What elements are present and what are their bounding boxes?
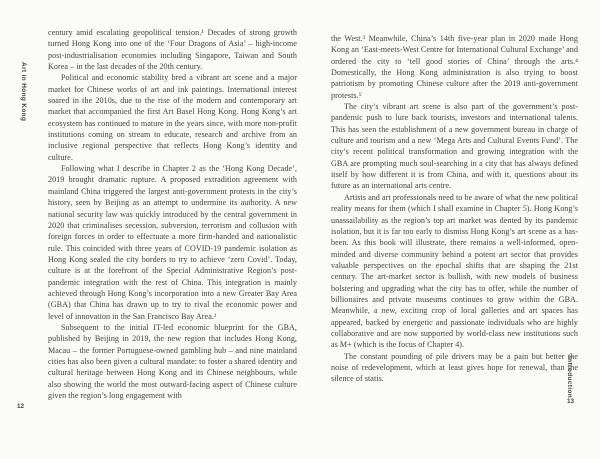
paragraph: Artists and art professionals need to be aware of what the new political reality means for them (which I shall examine in Chapter 5). Hong Kong’s unassailability as the region’s top art market was dented by its pandemic isolation, but it is far too early to dismiss Hong Kong’s art scene as a has-been. As this book will illustrate, there remains a well-informed, open-minded and diverse community behind a potent art sector that provides valuable perspectives on the epochal shifts that are shaping the 21st century. The art-market sector is bullish, with new models of business bolstering and upgrading what the city has to offer, while the number of billionaires and private museums continues to grow within the GBA. Meanwhile, a new, exciting crop of local galleries and art spaces has appeared, backed by energetic and passionate individuals who are highly collaborative and are now supported by world-class new institutions such as M+ (which is the focus of Chapter 4). — [331, 192, 578, 350]
paragraph: century amid escalating geopolitical tension.¹ Decades of strong growth turned Hong Kong into one of the ‘Four Dragons of Asia’ – high-income post-industrialisation economies including Singapore, Taiwan and South Korea – in the last decades of the 20th century. — [48, 28, 297, 72]
paragraph: the West.³ Meanwhile, China’s 14th five-year plan in 2020 made Hong Kong an ‘East-meets-West Centre for International Cultural Exchange’ and ordered the city to ‘tell good stories of China’ through the arts.⁴ Domestically, the Hong Kong administration is also trying to boost patriotism by promoting Chinese culture after the 2019 anti-government protests.⁵ — [331, 34, 578, 100]
running-head-right: Introduction — [566, 356, 573, 399]
running-head-left: Art in Hong Kong — [20, 62, 27, 122]
paragraph: The city’s vibrant art scene is also part of the government’s post-pandemic push to lure back tourists, investors and international talents. This has seen the establishment of a new government bureau in charge of culture and tourism and a new ‘Mega Arts and Cultural Events Fund’. The city’s recent political transformation and growing integration with the GBA are prompting much soul-searching in a city that has always defined itself by how different it is from China, and with it, questions about its future as an international arts centre. — [331, 102, 578, 191]
paragraph: The constant pounding of pile drivers may be a pain but better the noise of redevelopment, which at least gives hope for renewal, than the silence of statis. — [331, 351, 578, 384]
right-page-text — [331, 33, 578, 389]
left-page-text — [48, 27, 297, 419]
paragraph: Subsequent to the initial IT-led economic blueprint for the GBA, published by Beijing in 2019, the new region that includes Hong Kong, Macau – the former Portuguese-owned gambling hub – and nine mainland cities has also been given a cultural mandate: to foster a shared identity and cultural heritage between Hong Kong and its Chinese neighbours, while also showing the world the most outward-facing aspect of Chinese culture given the region’s long engagement with — [48, 322, 297, 400]
paragraph: Following what I describe in Chapter 2 as the ‘Hong Kong Decade’, 2019 brought dramatic rupture. A proposed extradition agreement with mainland China triggered the largest anti-government protests in the city’s history, seen by Beijing as an attempt to undermine its authority. A new national security law was quickly introduced by the central government in 2020 that criminalises secession, subversion, terrorism and collusion with foreign forces in order to effectuate a more firm-handed and nationalistic rule. This coincided with three years of COVID-19 pandemic isolation as Hong Kong sealed the city borders to try to achieve ‘zero Covid’. Today, culture is at the forefront of the Special Administrative Region’s post-pandemic integration with the rest of China. This integration is mainly achieved through Hong Kong’s incorporation into a new Greater Bay Area (GBA) that China has drawn up to try to rival the economic power and level of innovation in the San Francisco Bay Area.² — [48, 164, 297, 321]
paragraph: Political and economic stability bred a vibrant art scene and a major market for Chinese works of art and ink paintings. International interest soared in the 2010s, due to the rise of the modern and contemporary art market that accompanied the first Art Basel Hong Kong. Hong Kong’s art ecosystem has continued to mature in the years since, with more non-profit institutions coming on stream to educate, research and archive from an inclusive regional perspective that reflects Hong Kong’s identity and culture. — [48, 73, 297, 162]
page-number-right: 13 — [567, 398, 575, 405]
page-number-left: 12 — [17, 403, 25, 410]
